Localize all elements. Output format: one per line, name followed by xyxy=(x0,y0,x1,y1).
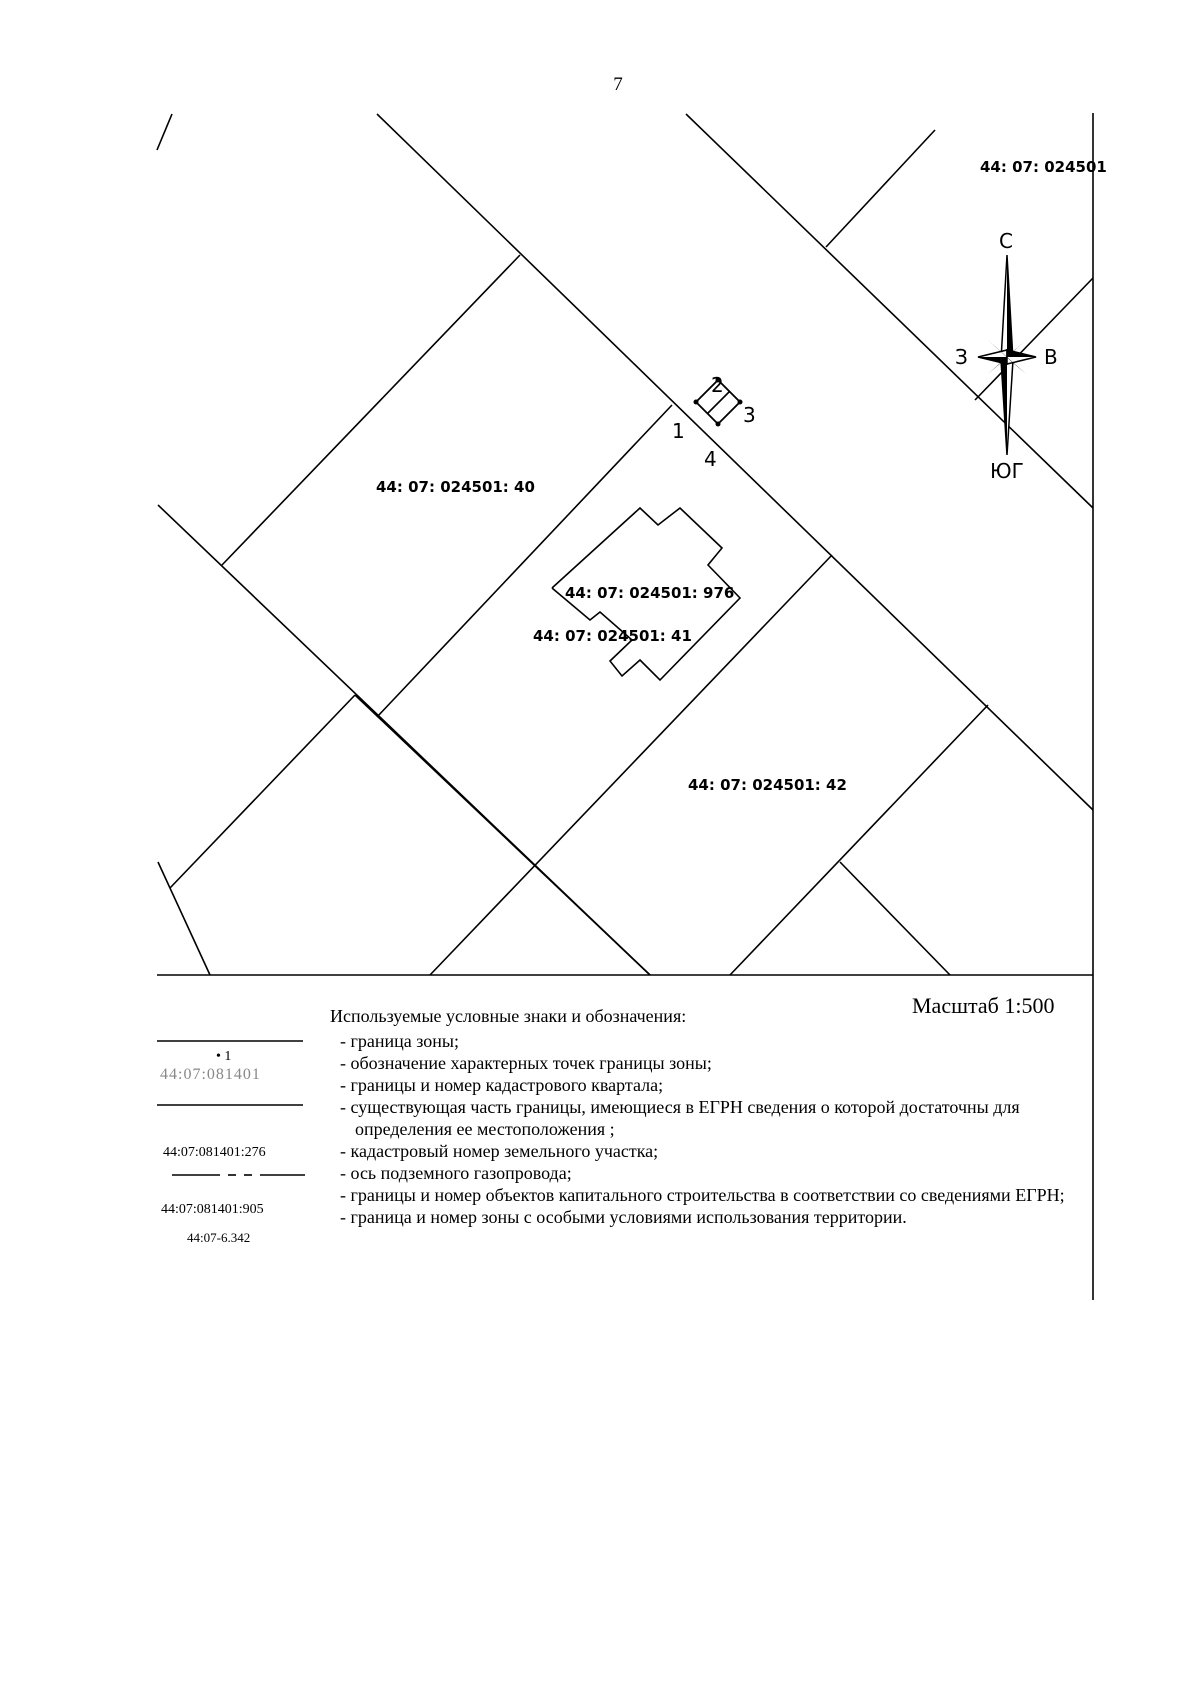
boundary-line xyxy=(430,555,832,975)
boundary-line xyxy=(222,255,520,565)
legend-item: - кадастровый номер земельного участка; xyxy=(340,1141,659,1161)
compass-rose-icon xyxy=(978,255,1036,455)
boundary-line xyxy=(840,862,950,975)
boundary-line xyxy=(975,278,1093,400)
compass-north-label: С xyxy=(999,229,1013,253)
compass-south-label: ЮГ xyxy=(990,459,1024,483)
compass-west-label: З xyxy=(955,345,968,369)
boundary-line xyxy=(377,114,1093,810)
parcel-label-40: 44: 07: 024501: 40 xyxy=(376,478,535,496)
legend-item: - граница зоны; xyxy=(340,1031,459,1051)
boundary-line xyxy=(730,705,988,975)
map-scale: Масштаб 1:500 xyxy=(912,993,1055,1018)
legend-list xyxy=(340,1030,1100,1228)
boundary-line xyxy=(158,862,210,975)
legend-block-number-symbol: 44:07:081401 xyxy=(160,1066,261,1083)
zone-point-3 xyxy=(738,400,743,405)
block-label: 44: 07: 024501 xyxy=(980,158,1107,176)
legend-item: - обозначение характерных точек границы зоны; xyxy=(340,1053,712,1073)
legend-item: - граница и номер зоны с особыми условиями использования территории. xyxy=(340,1207,907,1227)
legend-building-number-symbol: 44:07:081401:905 xyxy=(161,1202,264,1217)
point-label-3: 3 xyxy=(743,403,756,427)
boundary-line xyxy=(355,695,650,975)
point-label-1: 1 xyxy=(672,419,685,443)
legend-parcel-number-symbol: 44:07:081401:276 xyxy=(163,1145,266,1160)
parcel-label-42: 44: 07: 024501: 42 xyxy=(688,776,847,794)
zone-point-1 xyxy=(694,400,699,405)
parcel-label-976: 44: 07: 024501: 976 xyxy=(565,584,735,602)
parcel-label-41: 44: 07: 024501: 41 xyxy=(533,627,692,645)
point-label-2: 2 xyxy=(711,373,724,397)
boundary-line xyxy=(170,695,355,888)
boundary-line xyxy=(157,114,172,150)
legend-item: - границы и номер кадастрового квартала; xyxy=(340,1075,664,1095)
page-number: 7 xyxy=(613,74,623,95)
legend-item: - ось подземного газопровода; xyxy=(340,1163,572,1183)
legend-item: - существующая часть границы, имеющиеся в ЕГРН сведения о которой достаточны для определения ее местоположения ; xyxy=(340,1097,1020,1139)
legend-title: Используемые условные знаки и обозначения: xyxy=(330,1006,687,1026)
legend-item: - границы и номер объектов капитального строительства в соответствии со сведениями ЕГРН; xyxy=(340,1185,1065,1205)
compass-east-label: В xyxy=(1044,345,1058,369)
zone-point-4 xyxy=(716,422,721,427)
legend-zone-number-symbol: 44:07-6.342 xyxy=(187,1230,251,1245)
legend-point-symbol: • 1 xyxy=(216,1049,232,1064)
boundary-line xyxy=(826,130,935,247)
point-label-4: 4 xyxy=(704,447,717,471)
